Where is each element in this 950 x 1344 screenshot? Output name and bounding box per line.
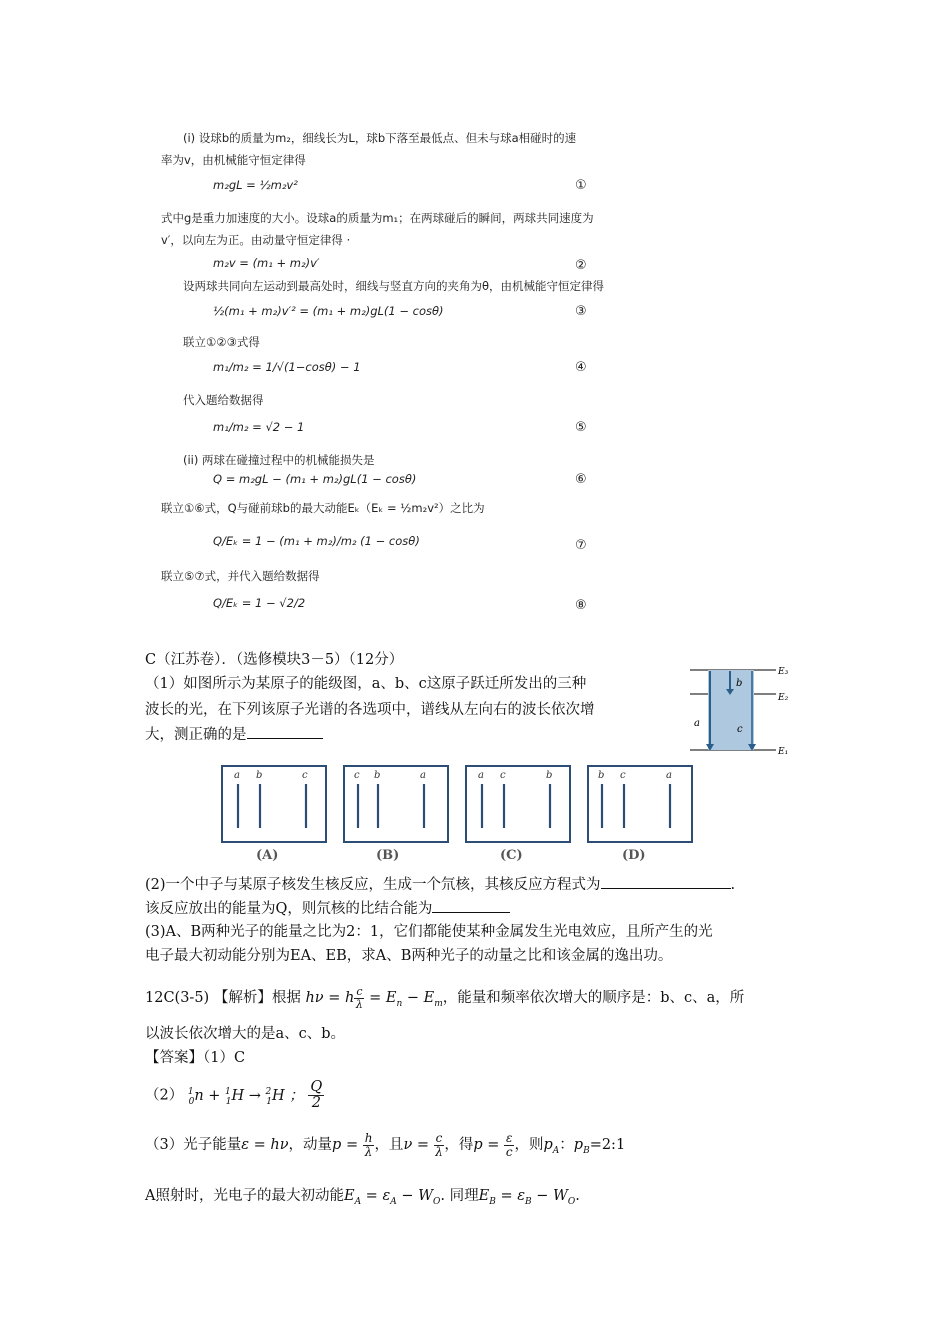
solution-line: 联立①⑥式，Q与碰前球b的最大动能Eₖ（Eₖ = ½m₂v²）之比为 [161, 501, 485, 515]
level-label: E₁ [778, 747, 789, 757]
analysis-line [145, 986, 744, 1014]
solution-line: 联立①②③式得 [183, 335, 260, 349]
solution-line: (i) 设球b的质量为m₂，细线长为L，球b下落至最低点、但未与球a相碰时的速 [183, 131, 577, 145]
equation: ½(m₁ + m₂)v′² = (m₁ + m₂)gL(1 − cosθ) [213, 304, 444, 318]
solution-line: 联立⑤⑦式，并代入题给数据得 [161, 569, 320, 583]
equation: Q/Eₖ = 1 − (m₁ + m₂)/m₂ (1 − cosθ) [213, 534, 420, 548]
question-3-line: 电子最大初动能分别为EA、EB，求A、B两种光子的动量之比和该金属的逸出功。 [145, 948, 673, 964]
solution-line: 式中g是重力加速度的大小。设球a的质量为m₁；在两球碰后的瞬间，两球共同速度为 [161, 211, 594, 225]
option-b [344, 766, 448, 863]
line-label: c [500, 770, 506, 781]
arrow-label: a [694, 718, 700, 729]
level-label: E₃ [778, 667, 789, 677]
answer-line [145, 1080, 324, 1112]
answer-blank [432, 898, 510, 913]
equation-number: ⑤ [575, 420, 587, 435]
question-3-line: (3)A、B两种光子的能量之比为2：1，它们都能使某种金属发生光电效应，且所产生的光 [145, 924, 713, 940]
line-label: b [546, 770, 553, 781]
line-label: b [374, 770, 381, 781]
answer-prefix: （3）光子能量 [145, 1137, 242, 1154]
option-label: (C) [500, 848, 523, 863]
line-label: c [354, 770, 360, 781]
answer-text: ，动量 [288, 1137, 333, 1154]
line-label: c [620, 770, 626, 781]
equation: Q = m₂gL − (m₁ + m₂)gL(1 − cosθ) [213, 472, 417, 486]
question-1-line: 波长的光，在下列该原子光谱的各选项中，谱线从左向右的波长依次增 [145, 702, 595, 718]
formula: hν = h $\frac{c}{\lambda}$ = $E_n - E_m$ [305, 985, 443, 1011]
level-label: E₂ [778, 693, 789, 703]
answer-prefix: （2） [145, 1087, 184, 1104]
analysis-tag: 【解析】 [213, 990, 272, 1007]
arrow-label: b [736, 678, 743, 689]
answer-line: 【答案】（1）C [145, 1050, 246, 1066]
analysis-text: ，能量和频率依次增大的顺序是：b、c、a，所 [442, 990, 745, 1007]
analysis-text: 根据 [271, 990, 301, 1007]
energy-level-diagram [684, 662, 794, 762]
answer-text: A照射时，光电子的最大初动能 [145, 1188, 344, 1204]
question-1-line [145, 724, 323, 745]
question-2-text: (2)一个中子与某原子核发生核反应，生成一个氘核，其核反应方程式为 [145, 877, 601, 893]
option-a [222, 766, 326, 863]
line-label: b [598, 770, 605, 781]
line-label: c [302, 770, 308, 781]
line-label: b [256, 770, 263, 781]
answer-line: （3）光子能量ε = hν，动量p = $\frac{h}{\lambda}$ ，且ν = $\frac{c}{\lambda}$ ，得p = $\frac{\varepsilon}{c}$ ，则$p_A$：$p_B=2:1$ [145, 1131, 626, 1159]
answer-blank [601, 874, 731, 889]
arrow-label: c [737, 724, 743, 735]
analysis-prefix: 12C(3-5) [145, 990, 210, 1007]
equation-number: ⑧ [575, 598, 587, 613]
question-title: C（江苏卷）．（选修模块3－5）（12分） [145, 652, 404, 668]
equation: m₂v = (m₁ + m₂)v′ [213, 256, 320, 270]
answer-text: ： [559, 1137, 574, 1154]
equation-number: ④ [575, 360, 587, 375]
line-label: a [234, 770, 240, 781]
answer-text: ，则 [514, 1137, 544, 1154]
equation-number: ② [575, 258, 587, 273]
question-1-line: （1）如图所示为某原子的能级图，a、b、c这原子跃迁所发出的三种 [145, 676, 587, 692]
solution-line: 代入题给数据得 [183, 393, 264, 407]
equation-number: ③ [575, 304, 587, 319]
equation: m₁/m₂ = 1/√(1−cosθ) − 1 [213, 360, 361, 374]
spectrum-options [218, 762, 698, 866]
analysis-line: 以波长依次增大的是a、c、b。 [145, 1026, 346, 1042]
answer-text: ，且 [374, 1137, 404, 1154]
equation-number: ⑥ [575, 472, 587, 487]
question-2-line: (2)一个中子与某原子核发生核反应，生成一个氘核，其核反应方程式为 . [145, 874, 735, 895]
option-label: (A) [256, 848, 279, 863]
solution-line: (ii) 两球在碰撞过程中的机械能损失是 [183, 453, 375, 467]
answer-blank [247, 724, 323, 739]
answer-text: . 同理 [440, 1188, 479, 1204]
equation: Q/Eₖ = 1 − √2/2 [213, 596, 306, 610]
question-1-text: 大，测正确的是 [145, 727, 247, 743]
scanned-solution [155, 128, 660, 618]
equation-number: ① [575, 178, 587, 193]
solution-line: 率为v，由机械能守恒定律得 [161, 153, 306, 167]
solution-line: v′，以向左为正。由动量守恒定律得 · [161, 233, 351, 247]
equation: m₁/m₂ = √2 − 1 [213, 420, 305, 434]
solution-line: 设两球共同向左运动到最高处时，细线与竖直方向的夹角为θ，由机械能守恒定律得 [183, 279, 605, 293]
answer-line: A照射时，光电子的最大初动能$E_A = \varepsilon_A - W_O$. 同理$E_B = \varepsilon_B - W_O$. [145, 1188, 580, 1207]
line-label: a [478, 770, 484, 781]
option-label: (D) [622, 848, 646, 863]
equation-number: ⑦ [575, 538, 587, 553]
line-label: a [666, 770, 672, 781]
option-label: (B) [376, 848, 400, 863]
equation: m₂gL = ½m₂v² [213, 178, 298, 192]
formula: $^1_0$n + $^1_1$H → $^2_1$H ； $\frac{Q}{2}$ [187, 1079, 323, 1112]
answer-text: ，得 [444, 1137, 474, 1154]
answer-text: =2:1 [589, 1137, 626, 1154]
option-d [588, 766, 692, 863]
option-c [466, 766, 570, 863]
question-2-text: 该反应放出的能量为Q，则氘核的比结合能为 [145, 901, 433, 917]
question-2-line [145, 898, 510, 919]
line-label: a [420, 770, 426, 781]
